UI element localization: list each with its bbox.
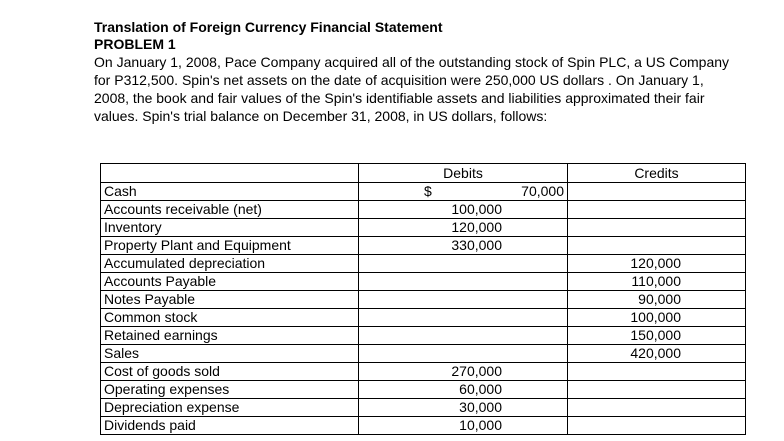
- account-name: Operating expenses: [101, 381, 359, 399]
- debit-cell: [359, 417, 568, 435]
- table-row: [101, 237, 746, 255]
- debit-cell: [359, 381, 568, 399]
- header-credits: Credits: [568, 164, 746, 183]
- credit-value: 150,000: [630, 327, 681, 343]
- table-row: [101, 309, 746, 327]
- header-debits: Debits: [359, 164, 568, 183]
- credit-cell: [568, 201, 746, 219]
- table-row: [101, 327, 746, 345]
- table-row: [101, 381, 746, 399]
- debit-cell: [359, 255, 568, 273]
- debit-value: 270,000: [451, 363, 502, 379]
- account-name: Dividends paid: [101, 417, 359, 435]
- account-name: Accumulated depreciation: [101, 255, 359, 273]
- table-row: [101, 363, 746, 381]
- debit-cell: [359, 291, 568, 309]
- account-name: Retained earnings: [101, 327, 359, 345]
- account-name: Common stock: [101, 309, 359, 327]
- document-title: Translation of Foreign Currency Financial Statement: [94, 19, 443, 35]
- debit-value: 10,000: [459, 417, 502, 433]
- table-row: [101, 399, 746, 417]
- account-name: Cost of goods sold: [101, 363, 359, 381]
- table-row: [101, 183, 746, 201]
- problem-heading: PROBLEM 1: [94, 36, 176, 52]
- credit-value: 110,000: [631, 273, 681, 289]
- credit-cell: [568, 327, 746, 345]
- credit-cell: [568, 291, 746, 309]
- account-name: Property Plant and Equipment: [101, 237, 359, 255]
- table-row: [101, 219, 746, 237]
- credit-cell: [568, 183, 746, 201]
- debit-cell: $ 70,000: [359, 183, 568, 201]
- debit-value: 60,000: [459, 381, 502, 397]
- debit-cell: [359, 327, 568, 345]
- account-name: Inventory: [101, 219, 359, 237]
- debit-cell: [359, 309, 568, 327]
- credit-cell: [568, 381, 746, 399]
- debit-cell: [359, 345, 568, 363]
- table-row: [101, 201, 746, 219]
- header-account: [101, 164, 359, 183]
- credit-cell: [568, 399, 746, 417]
- trial-balance-table: [100, 163, 746, 435]
- table-row: [101, 417, 746, 435]
- credit-cell: [568, 219, 746, 237]
- account-name: Cash: [101, 183, 359, 201]
- debit-cell: [359, 363, 568, 381]
- debit-value: 330,000: [451, 237, 502, 253]
- debit-cell: [359, 219, 568, 237]
- credit-cell: [568, 363, 746, 381]
- debit-cell: [359, 237, 568, 255]
- credit-value: 90,000: [638, 291, 681, 307]
- credit-cell: [568, 417, 746, 435]
- document-body: [94, 19, 744, 125]
- account-name: Accounts Payable: [101, 273, 359, 291]
- account-name: Depreciation expense: [101, 399, 359, 417]
- debit-cell: [359, 399, 568, 417]
- credit-cell: [568, 273, 746, 291]
- account-name: Accounts receivable (net): [101, 201, 359, 219]
- table-row: [101, 291, 746, 309]
- debit-value: 120,000: [451, 219, 502, 235]
- table-row: [101, 345, 746, 363]
- credit-value: 100,000: [630, 309, 681, 325]
- account-name: Sales: [101, 345, 359, 363]
- table-header-row: [101, 164, 746, 183]
- debit-value: 70,000: [521, 183, 564, 199]
- credit-value: 420,000: [630, 345, 681, 361]
- credit-cell: [568, 345, 746, 363]
- debit-value: 30,000: [459, 399, 502, 415]
- problem-paragraph: On January 1, 2008, Pace Company acquired all of the outstanding stock of Spin PLC, a US Company for P312,500. Spin's net assets on the date of acquisition were 250,000 US dollars . On January 1, 2008, the book and fair values of the Spin's identifiable assets and liabilities approximated their fair values. Spin's trial balance on December 31, 2008, in US dollars, follows:: [94, 54, 730, 124]
- credit-cell: [568, 255, 746, 273]
- credit-value: 120,000: [630, 255, 681, 271]
- credit-cell: [568, 237, 746, 255]
- credit-cell: [568, 309, 746, 327]
- table-row: [101, 255, 746, 273]
- debit-cell: [359, 201, 568, 219]
- debit-value: 100,000: [451, 201, 502, 217]
- table-row: [101, 273, 746, 291]
- account-name: Notes Payable: [101, 291, 359, 309]
- debit-cell: [359, 273, 568, 291]
